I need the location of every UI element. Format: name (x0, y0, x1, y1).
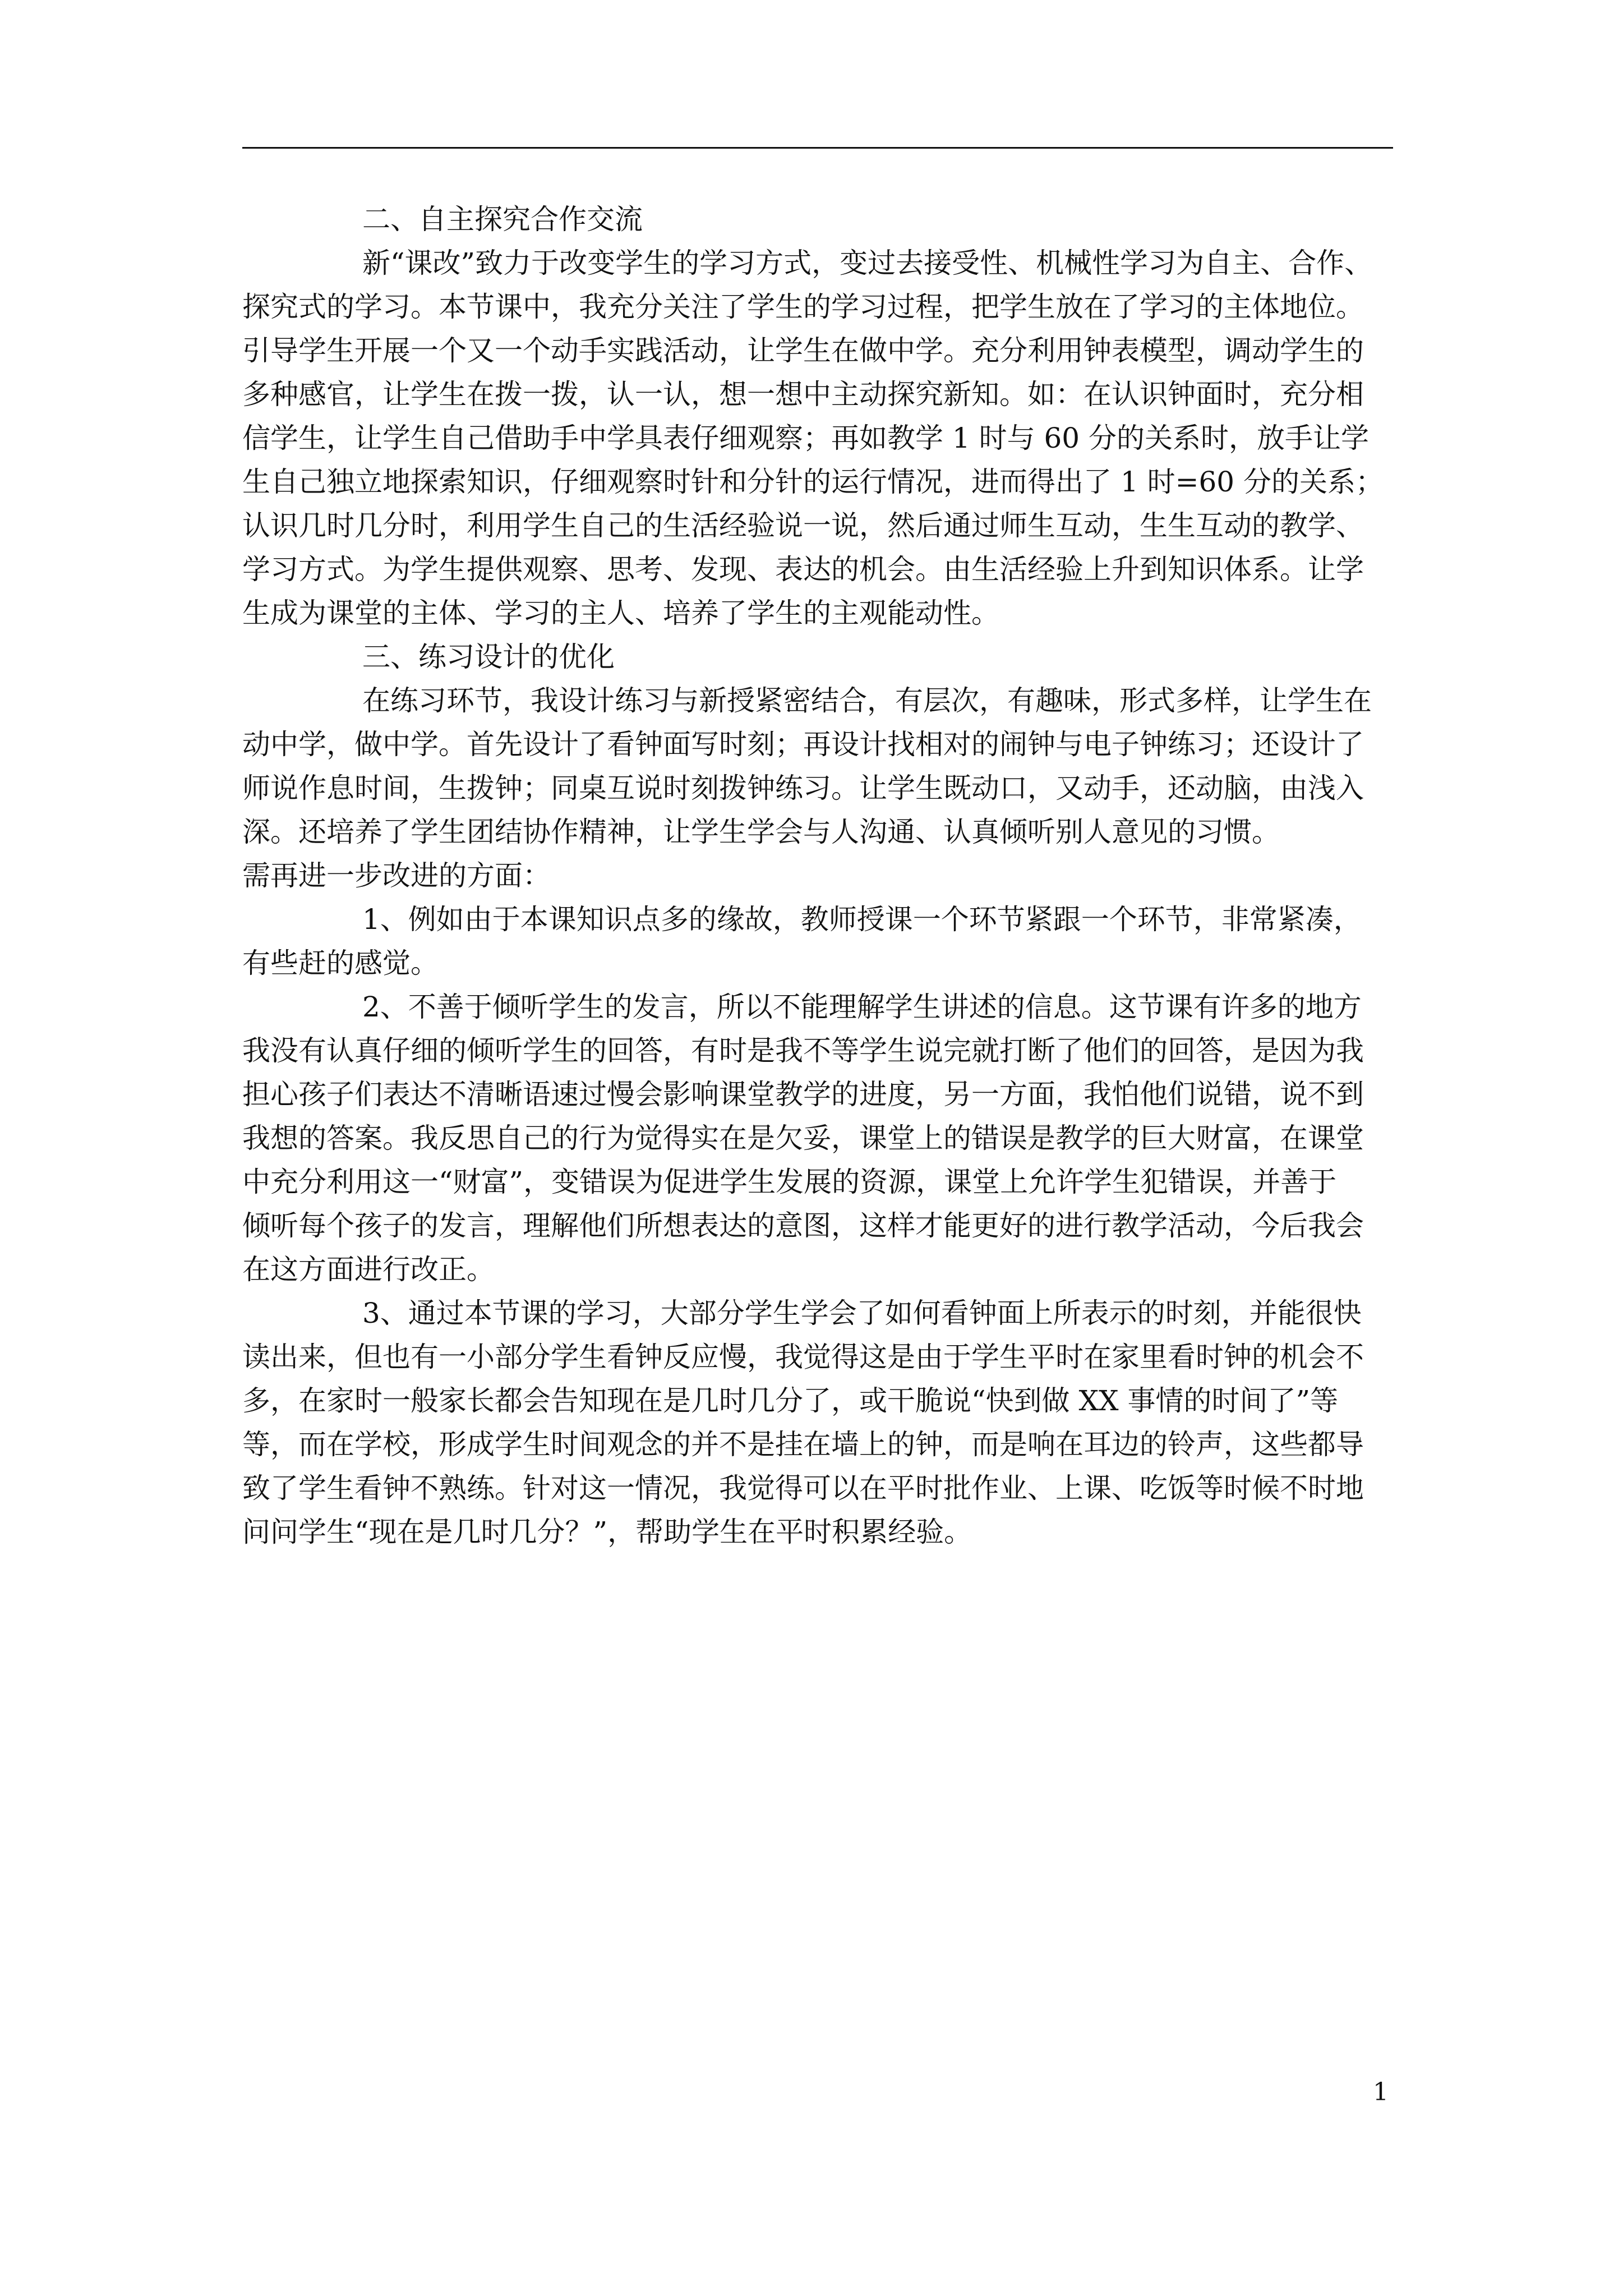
paragraph-line: 认识几时几分时，利用学生自己的生活经验说一说，然后通过师生互动，生生互动的教学、 (242, 509, 1364, 542)
paragraph-line: 深。还培养了学生团结协作精神，让学生学会与人沟通、认真倾听别人意见的习惯。 (242, 816, 1280, 848)
section-heading: 二、自主探究合作交流 (362, 203, 643, 236)
list-item-line: 等，而在学校，形成学生时间观念的并不是挂在墙上的钟，而是响在耳边的铃声，这些都导 (242, 1428, 1364, 1461)
section-heading: 三、练习设计的优化 (362, 641, 615, 673)
list-item-line: 倾听每个孩子的发言，理解他们所想表达的意图，这样才能更好的进行教学活动，今后我会 (242, 1209, 1364, 1242)
paragraph-line: 生自己独立地探索知识，仔细观察时针和分针的运行情况，进而得出了 1 时=60 分的关系； (242, 466, 1384, 498)
paragraph-line: 多种感官，让学生在拨一拨，认一认，想一想中主动探究新知。如：在认识钟面时，充分相 (242, 378, 1364, 411)
list-item-line: 在这方面进行改正。 (242, 1253, 495, 1286)
list-item-line: 问问学生“现在是几时几分？”，帮助学生在平时积累经验。 (242, 1516, 972, 1548)
list-item-line: 我想的答案。我反思自己的行为觉得实在是欠妥，课堂上的错误是教学的巨大财富，在课堂 (242, 1122, 1364, 1154)
list-item-line: 我没有认真仔细的倾听学生的回答，有时是我不等学生说完就打断了他们的回答，是因为我 (242, 1034, 1364, 1067)
paragraph-line: 引导学生开展一个又一个动手实践活动，让学生在做中学。充分利用钟表模型，调动学生的 (242, 334, 1364, 367)
list-item-line: 读出来，但也有一小部分学生看钟反应慢，我觉得这是由于学生平时在家里看时钟的机会不 (242, 1341, 1364, 1373)
list-item-line: 有些赶的感觉。 (242, 947, 439, 979)
list-item-line: 1、例如由于本课知识点多的缘故，教师授课一个环节紧跟一个环节，非常紧凑， (362, 903, 1362, 936)
list-item-line: 担心孩子们表达不清晰语速过慢会影响课堂教学的进度，另一方面，我怕他们说错，说不到 (242, 1078, 1364, 1111)
paragraph-line: 学习方式。为学生提供观察、思考、发现、表达的机会。由生活经验上升到知识体系。让学 (242, 553, 1364, 586)
paragraph-line: 新“课改”致力于改变学生的学习方式，变过去接受性、机械性学习为自主、合作、 (362, 247, 1373, 279)
list-item-line: 致了学生看钟不熟练。针对这一情况，我觉得可以在平时批作业、上课、吃饭等时候不时地 (242, 1472, 1364, 1504)
paragraph-line: 探究式的学习。本节课中，我充分关注了学生的学习过程，把学生放在了学习的主体地位。 (242, 291, 1364, 323)
paragraph-line: 生成为课堂的主体、学习的主人、培养了学生的主观能动性。 (242, 597, 999, 629)
list-item-line: 2、不善于倾听学生的发言，所以不能理解学生讲述的信息。这节课有许多的地方 (362, 991, 1362, 1023)
header-rule (242, 147, 1393, 149)
paragraph-line: 信学生，让学生自己借助手中学具表仔细观察；再如教学 1 时与 60 分的关系时，放手让学 (242, 422, 1370, 454)
paragraph-line: 动中学，做中学。首先设计了看钟面写时刻；再设计找相对的闹钟与电子钟练习；还设计了 (242, 728, 1364, 761)
page-number: 1 (1373, 2078, 1389, 2106)
list-item-line: 3、通过本节课的学习，大部分学生学会了如何看钟面上所表示的时刻，并能很快 (362, 1297, 1362, 1329)
subsection-heading: 需再进一步改进的方面： (242, 859, 551, 892)
list-item-line: 多，在家时一般家长都会告知现在是几时几分了，或干脆说“快到做 XX 事情的时间了”等 (242, 1384, 1339, 1417)
document-body (242, 197, 1393, 1554)
paragraph-line: 在练习环节，我设计练习与新授紧密结合，有层次，有趣味，形式多样，让学生在 (362, 684, 1372, 717)
paragraph-line: 师说作息时间，生拨钟；同桌互说时刻拨钟练习。让学生既动口，又动手，还动脑，由浅入 (242, 772, 1364, 804)
list-item-line: 中充分利用这一“财富”，变错误为促进学生发展的资源，课堂上允许学生犯错误，并善于 (242, 1166, 1337, 1198)
